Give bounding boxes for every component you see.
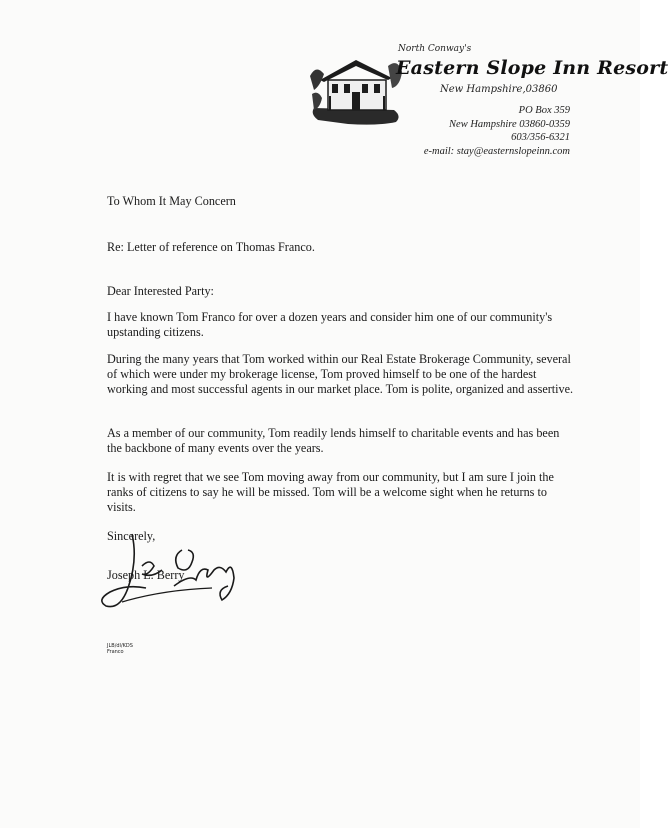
body-paragraph: As a member of our community, Tom readily lends himself to charitable events and has been the backbone of many events over the years. <box>107 426 560 455</box>
subject-line: Re: Letter of reference on Thomas Franco. <box>107 240 315 254</box>
closing: Sincerely, <box>107 529 156 543</box>
signatory-name: Joseph L. Berry <box>107 568 185 582</box>
address-line: New Hampshire 03860-0359 <box>449 118 570 130</box>
letterhead-tagline: North Conway's <box>398 44 472 54</box>
email-address: e-mail: stay@easternslopeinn.com <box>423 145 570 157</box>
letterhead-address <box>424 104 570 158</box>
address-line: PO Box 359 <box>518 105 570 116</box>
handwritten-signature <box>92 530 252 620</box>
recipient-line: To Whom It May Concern <box>107 194 236 208</box>
reference-line: Franco <box>107 649 124 655</box>
body-paragraph: During the many years that Tom worked within our Real Estate Brokerage Community, several of which were under my brokerage license, Tom proved himself to be one of the hardest working and most successful agents in our market place. Tom is polite, organized and assertive. <box>107 352 574 396</box>
body-paragraph: It is with regret that we see Tom moving away from our community, but I am sure I join the ranks of citizens to say he will be missed. Tom will be a welcome sight when he returns to visits. <box>107 470 554 514</box>
inn-logo-illustration <box>308 46 403 126</box>
letterhead-name: Eastern Slope Inn Resort <box>396 57 668 79</box>
initials-line: JLB/dl/KDS <box>107 643 133 649</box>
typist-initials <box>107 643 133 655</box>
phone-number: 603/356-6321 <box>511 132 570 143</box>
letterhead-location: New Hampshire,03860 <box>440 84 558 95</box>
body-paragraph: I have known Tom Franco for over a dozen years and consider him one of our community's upstanding citizens. <box>107 310 553 339</box>
greeting: Dear Interested Party: <box>107 284 214 298</box>
